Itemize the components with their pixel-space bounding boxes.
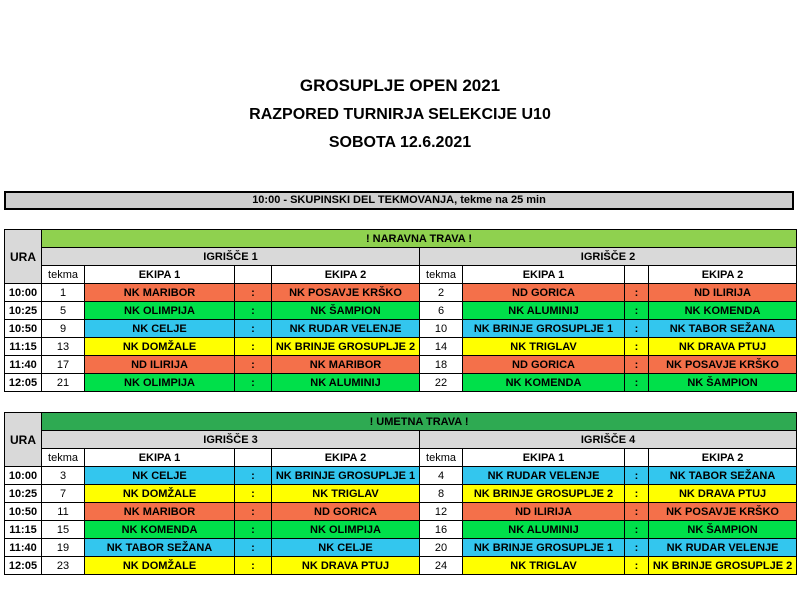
away-team: NK POSAVJE KRŠKO — [272, 284, 420, 302]
kickoff-time: 12:05 — [5, 557, 42, 575]
away-team: ND ILIRIJA — [649, 284, 797, 302]
match-number: 16 — [420, 521, 463, 539]
match-number: 3 — [42, 467, 85, 485]
vs-separator: : — [625, 374, 649, 392]
away-team: NK DRAVA PTUJ — [272, 557, 420, 575]
kickoff-time: 11:40 — [5, 356, 42, 374]
home-team: NK DOMŽALE — [85, 338, 235, 356]
vs-separator: : — [235, 467, 272, 485]
document-date: SOBOTA 12.6.2021 — [328, 134, 472, 151]
column-header-row — [5, 449, 797, 467]
kickoff-time: 11:15 — [5, 338, 42, 356]
home-team: NK BRINJE GROSUPLJE 1 — [463, 320, 625, 338]
away-team: NK DRAVA PTUJ — [649, 485, 797, 503]
home-team: NK CELJE — [85, 320, 235, 338]
kickoff-time: 10:25 — [5, 302, 42, 320]
away-team: NK ŠAMPION — [649, 374, 797, 392]
vs-separator: : — [625, 539, 649, 557]
ura-header: URA — [5, 230, 42, 284]
field-header: IGRIŠČE 4 — [420, 431, 797, 449]
home-team: NK RUDAR VELENJE — [463, 467, 625, 485]
schedule-banner: 10:00 - SKUPINSKI DEL TEKMOVANJA, tekme na 25 min — [4, 191, 794, 210]
field-header: IGRIŠČE 2 — [420, 248, 797, 266]
away-team: NK BRINJE GROSUPLJE 1 — [272, 467, 420, 485]
home-team: NK BRINJE GROSUPLJE 2 — [463, 485, 625, 503]
surface-header: ! UMETNA TRAVA ! — [42, 413, 797, 431]
match-number: 22 — [420, 374, 463, 392]
tekma-header: tekma — [42, 266, 85, 284]
home-team: NK MARIBOR — [85, 284, 235, 302]
match-row — [5, 374, 797, 392]
match-number: 11 — [42, 503, 85, 521]
vs-separator: : — [235, 539, 272, 557]
column-header-row — [5, 266, 797, 284]
away-team: NK DRAVA PTUJ — [649, 338, 797, 356]
vs-separator: : — [625, 467, 649, 485]
match-number: 18 — [420, 356, 463, 374]
ekipa1-header: EKIPA 1 — [85, 266, 235, 284]
ekipa2-header: EKIPA 2 — [649, 449, 797, 467]
home-team: NK DOMŽALE — [85, 557, 235, 575]
match-row — [5, 320, 797, 338]
match-number: 1 — [42, 284, 85, 302]
vs-header-blank — [625, 449, 649, 467]
field-header-row — [5, 431, 797, 449]
home-team: NK TRIGLAV — [463, 557, 625, 575]
vs-header-blank — [625, 266, 649, 284]
field-header: IGRIŠČE 1 — [42, 248, 420, 266]
match-number: 9 — [42, 320, 85, 338]
match-number: 10 — [420, 320, 463, 338]
tekma-header: tekma — [42, 449, 85, 467]
home-team: NK KOMENDA — [463, 374, 625, 392]
match-row — [5, 302, 797, 320]
match-row — [5, 338, 797, 356]
natural-grass-schedule-table — [4, 229, 797, 392]
home-team: NK OLIMPIJA — [85, 302, 235, 320]
away-team: NK POSAVJE KRŠKO — [649, 503, 797, 521]
match-row — [5, 485, 797, 503]
vs-header-blank — [235, 449, 272, 467]
match-number: 2 — [420, 284, 463, 302]
away-team: NK MARIBOR — [272, 356, 420, 374]
vs-separator: : — [625, 320, 649, 338]
document-title: GROSUPLJE OPEN 2021 — [299, 76, 501, 95]
home-team: ND GORICA — [463, 284, 625, 302]
vs-separator: : — [625, 284, 649, 302]
match-row — [5, 503, 797, 521]
away-team: NK TABOR SEŽANA — [649, 320, 797, 338]
match-number: 19 — [42, 539, 85, 557]
surface-header-row — [5, 230, 797, 248]
match-number: 12 — [420, 503, 463, 521]
ura-header: URA — [5, 413, 42, 467]
home-team: ND ILIRIJA — [463, 503, 625, 521]
vs-separator: : — [625, 503, 649, 521]
away-team: NK BRINJE GROSUPLJE 2 — [272, 338, 420, 356]
ekipa2-header: EKIPA 2 — [649, 266, 797, 284]
vs-separator: : — [625, 485, 649, 503]
match-row — [5, 539, 797, 557]
vs-separator: : — [235, 485, 272, 503]
vs-separator: : — [235, 284, 272, 302]
field-header-row — [5, 248, 797, 266]
match-row — [5, 467, 797, 485]
home-team: NK ALUMINIJ — [463, 521, 625, 539]
ekipa2-header: EKIPA 2 — [272, 449, 420, 467]
vs-separator: : — [235, 557, 272, 575]
match-number: 13 — [42, 338, 85, 356]
kickoff-time: 10:25 — [5, 485, 42, 503]
away-team: NK ALUMINIJ — [272, 374, 420, 392]
vs-separator: : — [235, 356, 272, 374]
vs-separator: : — [235, 338, 272, 356]
surface-header-row — [5, 413, 797, 431]
away-team: NK TRIGLAV — [272, 485, 420, 503]
away-team: NK RUDAR VELENJE — [272, 320, 420, 338]
ekipa1-header: EKIPA 1 — [463, 266, 625, 284]
match-number: 17 — [42, 356, 85, 374]
ekipa1-header: EKIPA 1 — [463, 449, 625, 467]
away-team: NK RUDAR VELENJE — [649, 539, 797, 557]
match-number: 15 — [42, 521, 85, 539]
vs-separator: : — [235, 521, 272, 539]
vs-header-blank — [235, 266, 272, 284]
match-number: 5 — [42, 302, 85, 320]
match-number: 6 — [420, 302, 463, 320]
home-team: NK OLIMPIJA — [85, 374, 235, 392]
kickoff-time: 11:40 — [5, 539, 42, 557]
away-team: NK KOMENDA — [649, 302, 797, 320]
match-number: 8 — [420, 485, 463, 503]
ekipa1-header: EKIPA 1 — [85, 449, 235, 467]
vs-separator: : — [235, 320, 272, 338]
vs-separator: : — [235, 302, 272, 320]
vs-separator: : — [235, 503, 272, 521]
home-team: NK BRINJE GROSUPLJE 1 — [463, 539, 625, 557]
home-team: NK ALUMINIJ — [463, 302, 625, 320]
home-team: NK MARIBOR — [85, 503, 235, 521]
kickoff-time: 11:15 — [5, 521, 42, 539]
vs-separator: : — [625, 302, 649, 320]
home-team: NK TABOR SEŽANA — [85, 539, 235, 557]
field-header: IGRIŠČE 3 — [42, 431, 420, 449]
vs-separator: : — [235, 374, 272, 392]
vs-separator: : — [625, 557, 649, 575]
match-row — [5, 284, 797, 302]
home-team: NK CELJE — [85, 467, 235, 485]
kickoff-time: 10:00 — [5, 467, 42, 485]
kickoff-time: 10:50 — [5, 320, 42, 338]
match-number: 7 — [42, 485, 85, 503]
ekipa2-header: EKIPA 2 — [272, 266, 420, 284]
away-team: NK ŠAMPION — [272, 302, 420, 320]
away-team: NK POSAVJE KRŠKO — [649, 356, 797, 374]
tekma-header: tekma — [420, 266, 463, 284]
vs-separator: : — [625, 356, 649, 374]
match-row — [5, 557, 797, 575]
match-number: 23 — [42, 557, 85, 575]
away-team: ND GORICA — [272, 503, 420, 521]
away-team: NK CELJE — [272, 539, 420, 557]
surface-header: ! NARAVNA TRAVA ! — [42, 230, 797, 248]
match-number: 21 — [42, 374, 85, 392]
match-number: 24 — [420, 557, 463, 575]
tekma-header: tekma — [420, 449, 463, 467]
home-team: NK TRIGLAV — [463, 338, 625, 356]
away-team: NK ŠAMPION — [649, 521, 797, 539]
home-team: ND ILIRIJA — [85, 356, 235, 374]
kickoff-time: 10:00 — [5, 284, 42, 302]
document-subtitle: RAZPORED TURNIRJA SELEKCIJE U10 — [249, 106, 551, 123]
match-row — [5, 356, 797, 374]
away-team: NK TABOR SEŽANA — [649, 467, 797, 485]
vs-separator: : — [625, 521, 649, 539]
match-number: 20 — [420, 539, 463, 557]
match-row — [5, 521, 797, 539]
away-team: NK BRINJE GROSUPLJE 2 — [649, 557, 797, 575]
artificial-grass-schedule-table — [4, 412, 797, 575]
home-team: NK KOMENDA — [85, 521, 235, 539]
kickoff-time: 10:50 — [5, 503, 42, 521]
match-number: 14 — [420, 338, 463, 356]
home-team: NK DOMŽALE — [85, 485, 235, 503]
match-number: 4 — [420, 467, 463, 485]
home-team: ND GORICA — [463, 356, 625, 374]
kickoff-time: 12:05 — [5, 374, 42, 392]
away-team: NK OLIMPIJA — [272, 521, 420, 539]
vs-separator: : — [625, 338, 649, 356]
